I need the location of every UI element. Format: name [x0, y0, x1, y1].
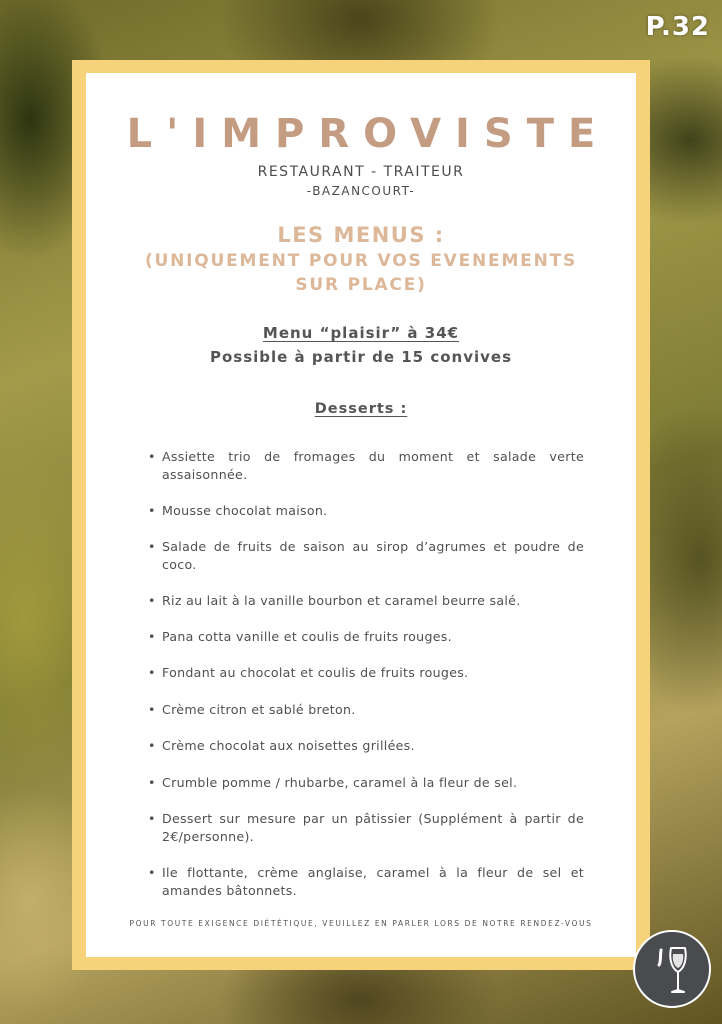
dessert-list	[148, 448, 584, 900]
menu-card	[86, 73, 636, 957]
dessert-item: • Ile flottante, crème anglaise, caramel à la fleur de sel et amandes bâtonnets.	[148, 864, 584, 900]
dessert-item: • Assiette trio de fromages du moment et salade verte assaisonnée.	[148, 448, 584, 484]
wine-glass-icon	[635, 932, 709, 1006]
page-number: P.32	[645, 12, 710, 42]
dessert-item: • Crumble pomme / rhubarbe, caramel à la fleur de sel.	[148, 774, 584, 792]
restaurant-location: -BAZANCOURT-	[306, 184, 416, 198]
menu-name: Menu “plaisir” à 34€	[262, 324, 460, 342]
menus-heading: LES MENUS :	[277, 223, 445, 247]
dessert-item: • Salade de fruits de saison au sirop d’agrumes et poudre de coco.	[148, 538, 584, 574]
menu-guests: Possible à partir de 15 convives	[209, 348, 512, 366]
menus-subheading: (UNIQUEMENT POUR VOS EVENEMENTS SUR PLACE)	[144, 251, 578, 295]
restaurant-subtitle: RESTAURANT - TRAITEUR	[257, 164, 465, 180]
dessert-item: • Mousse chocolat maison.	[148, 502, 584, 520]
dessert-item: • Crème citron et sablé breton.	[148, 701, 584, 719]
dessert-item: • Fondant au chocolat et coulis de fruits rouges.	[148, 664, 584, 682]
dietary-footnote: POUR TOUTE EXIGENCE DIÉTÉTIQUE, VEUILLEZ EN PARLER LORS DE NOTRE RENDEZ-VOUS	[129, 919, 593, 928]
menu-frame	[72, 60, 650, 970]
dessert-item: • Riz au lait à la vanille bourbon et caramel beurre salé.	[148, 592, 584, 610]
restaurant-title: L'IMPROVISTE	[126, 111, 610, 157]
desserts-heading: Desserts :	[314, 401, 408, 417]
dessert-item: • Dessert sur mesure par un pâtissier (Supplément à partir de 2€/personne).	[148, 810, 584, 846]
dessert-item: • Crème chocolat aux noisettes grillées.	[148, 737, 584, 755]
dessert-item: • Pana cotta vanille et coulis de fruits rouges.	[148, 628, 584, 646]
wine-glass-logo	[633, 930, 711, 1008]
